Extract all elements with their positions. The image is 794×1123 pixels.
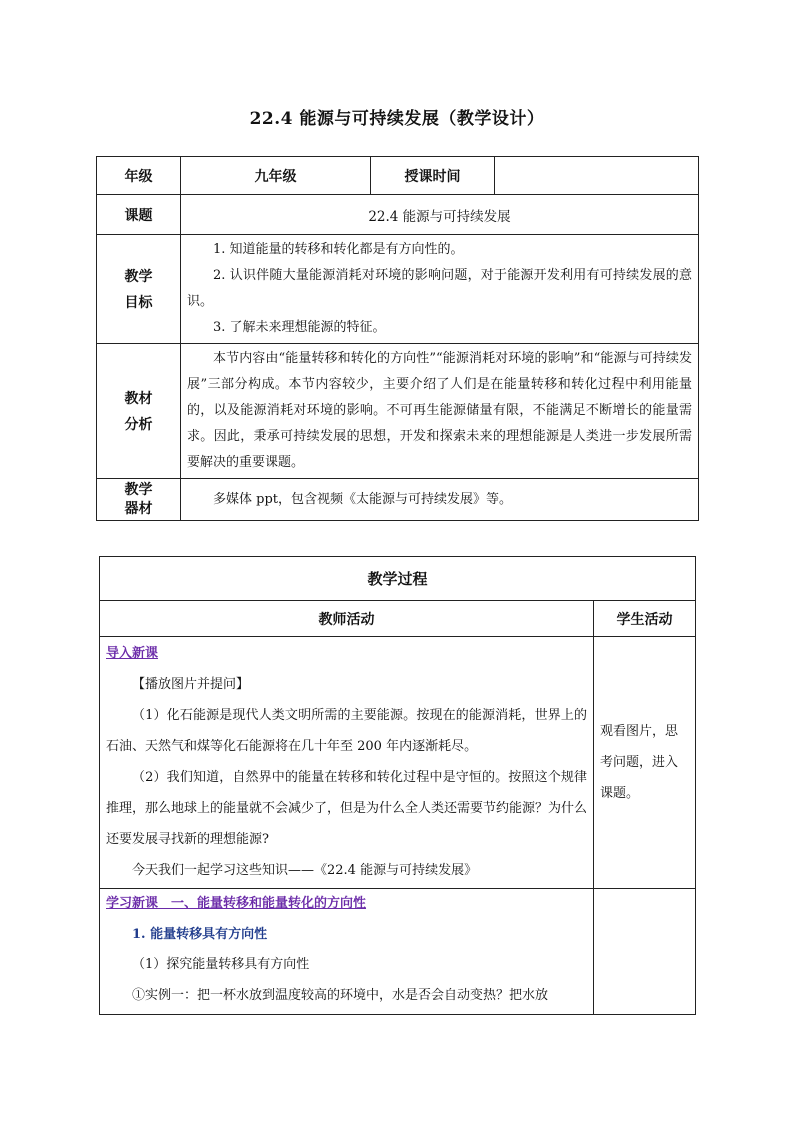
intro-heading: 导入新课 (106, 646, 159, 661)
class-time-label: 授课时间 (371, 157, 495, 195)
analysis-text: 本节内容由“能量转移和转化的方向性”“能源消耗对环境的影响”和“能源与可持续发展”三部分构成。本节内容较少，主要介绍了人们是在能量转移和转化过程中利用能量的，以及能源消耗对环境的影响。不可再生能源储量有限，不能满足不断增长的能量需求。因此，秉承可持续发展的思想，开发和探索未来的理想能源是人类进一步发展所需要解决的重要课题。 (187, 351, 692, 470)
student-activity-header: 学生活动 (594, 601, 696, 637)
class-time-value (495, 157, 699, 195)
analysis-label (97, 344, 181, 479)
intro-paragraph-2: （2）我们知道，自然界中的能量在转移和转化过程中是守恒的。按照这个规律推理，那么地球上的能量就不会减少了，但是为什么全人类还需要节约能源？为什么还要发展寻找新的理想能源? (106, 770, 588, 847)
intro-teacher-cell (100, 637, 594, 889)
analysis-label-line2: 分析 (124, 417, 153, 433)
section1-line-2: ①实例一：把一杯水放到温度较高的环境中，水是否会自动变热？把水放 (132, 987, 549, 1003)
grade-label: 年级 (97, 157, 181, 195)
analysis-label-line1: 教材 (124, 391, 153, 407)
teaching-process-table (99, 556, 696, 1015)
intro-paragraph-3: 今天我们一起学习这些知识——《22.4 能源与可持续发展》 (132, 863, 478, 878)
topic-value: 22.4 能源与可持续发展 (181, 195, 699, 235)
equipment-label (97, 479, 181, 521)
document-title: 22.4 能源与可持续发展（教学设计） (249, 109, 545, 129)
goal-item: 1. 知道能量的转移和转化都是有方向性的。 (213, 242, 464, 257)
section1-heading-line (106, 889, 587, 920)
equipment-label-line1: 教学 (124, 481, 153, 498)
teacher-activity-header: 教师活动 (100, 601, 594, 637)
section1-sub-line (106, 920, 587, 951)
section1-heading: 学习新课 一、能量转移和能量转化的方向性 (106, 896, 367, 911)
grade-value: 九年级 (181, 157, 371, 195)
lesson-info-table (96, 156, 699, 521)
intro-prompt: 【播放图片并提问】 (132, 676, 250, 692)
section1-subheading: 1. 能量转移具有方向性 (132, 926, 268, 942)
goal-item: 2. 认识伴随大量能源消耗对环境的影响问题，对于能源开发利用有可持续发展的意识。 (187, 268, 692, 309)
intro-heading-line (106, 639, 587, 670)
process-title: 教学过程 (100, 557, 696, 601)
analysis-content (181, 344, 699, 479)
goals-label (97, 235, 181, 344)
intro-student-cell: 观看图片，思考问题，进入课题。 (594, 637, 696, 889)
goals-content (181, 235, 699, 344)
section1-teacher-cell (100, 889, 594, 1015)
section1-student-cell (594, 889, 696, 1015)
goals-label-line1: 教学 (124, 269, 153, 285)
intro-paragraph-1: （1）化石能源是现代人类文明所需的主要能源。按现在的能源消耗，世界上的石油、天然气和煤等化石能源将在几十年至 200 年内逐渐耗尽。 (106, 708, 587, 754)
topic-label: 课题 (97, 195, 181, 235)
equipment-label-line2: 器材 (124, 500, 153, 517)
equipment-text: 多媒体 ppt，包含视频《太能源与可持续发展》等。 (213, 491, 513, 507)
equipment-content (181, 479, 699, 521)
goal-item: 3. 了解未来理想能源的特征。 (213, 320, 386, 335)
section1-line-1: （1）探究能量转移具有方向性 (132, 957, 310, 972)
goals-label-line2: 目标 (124, 295, 153, 311)
